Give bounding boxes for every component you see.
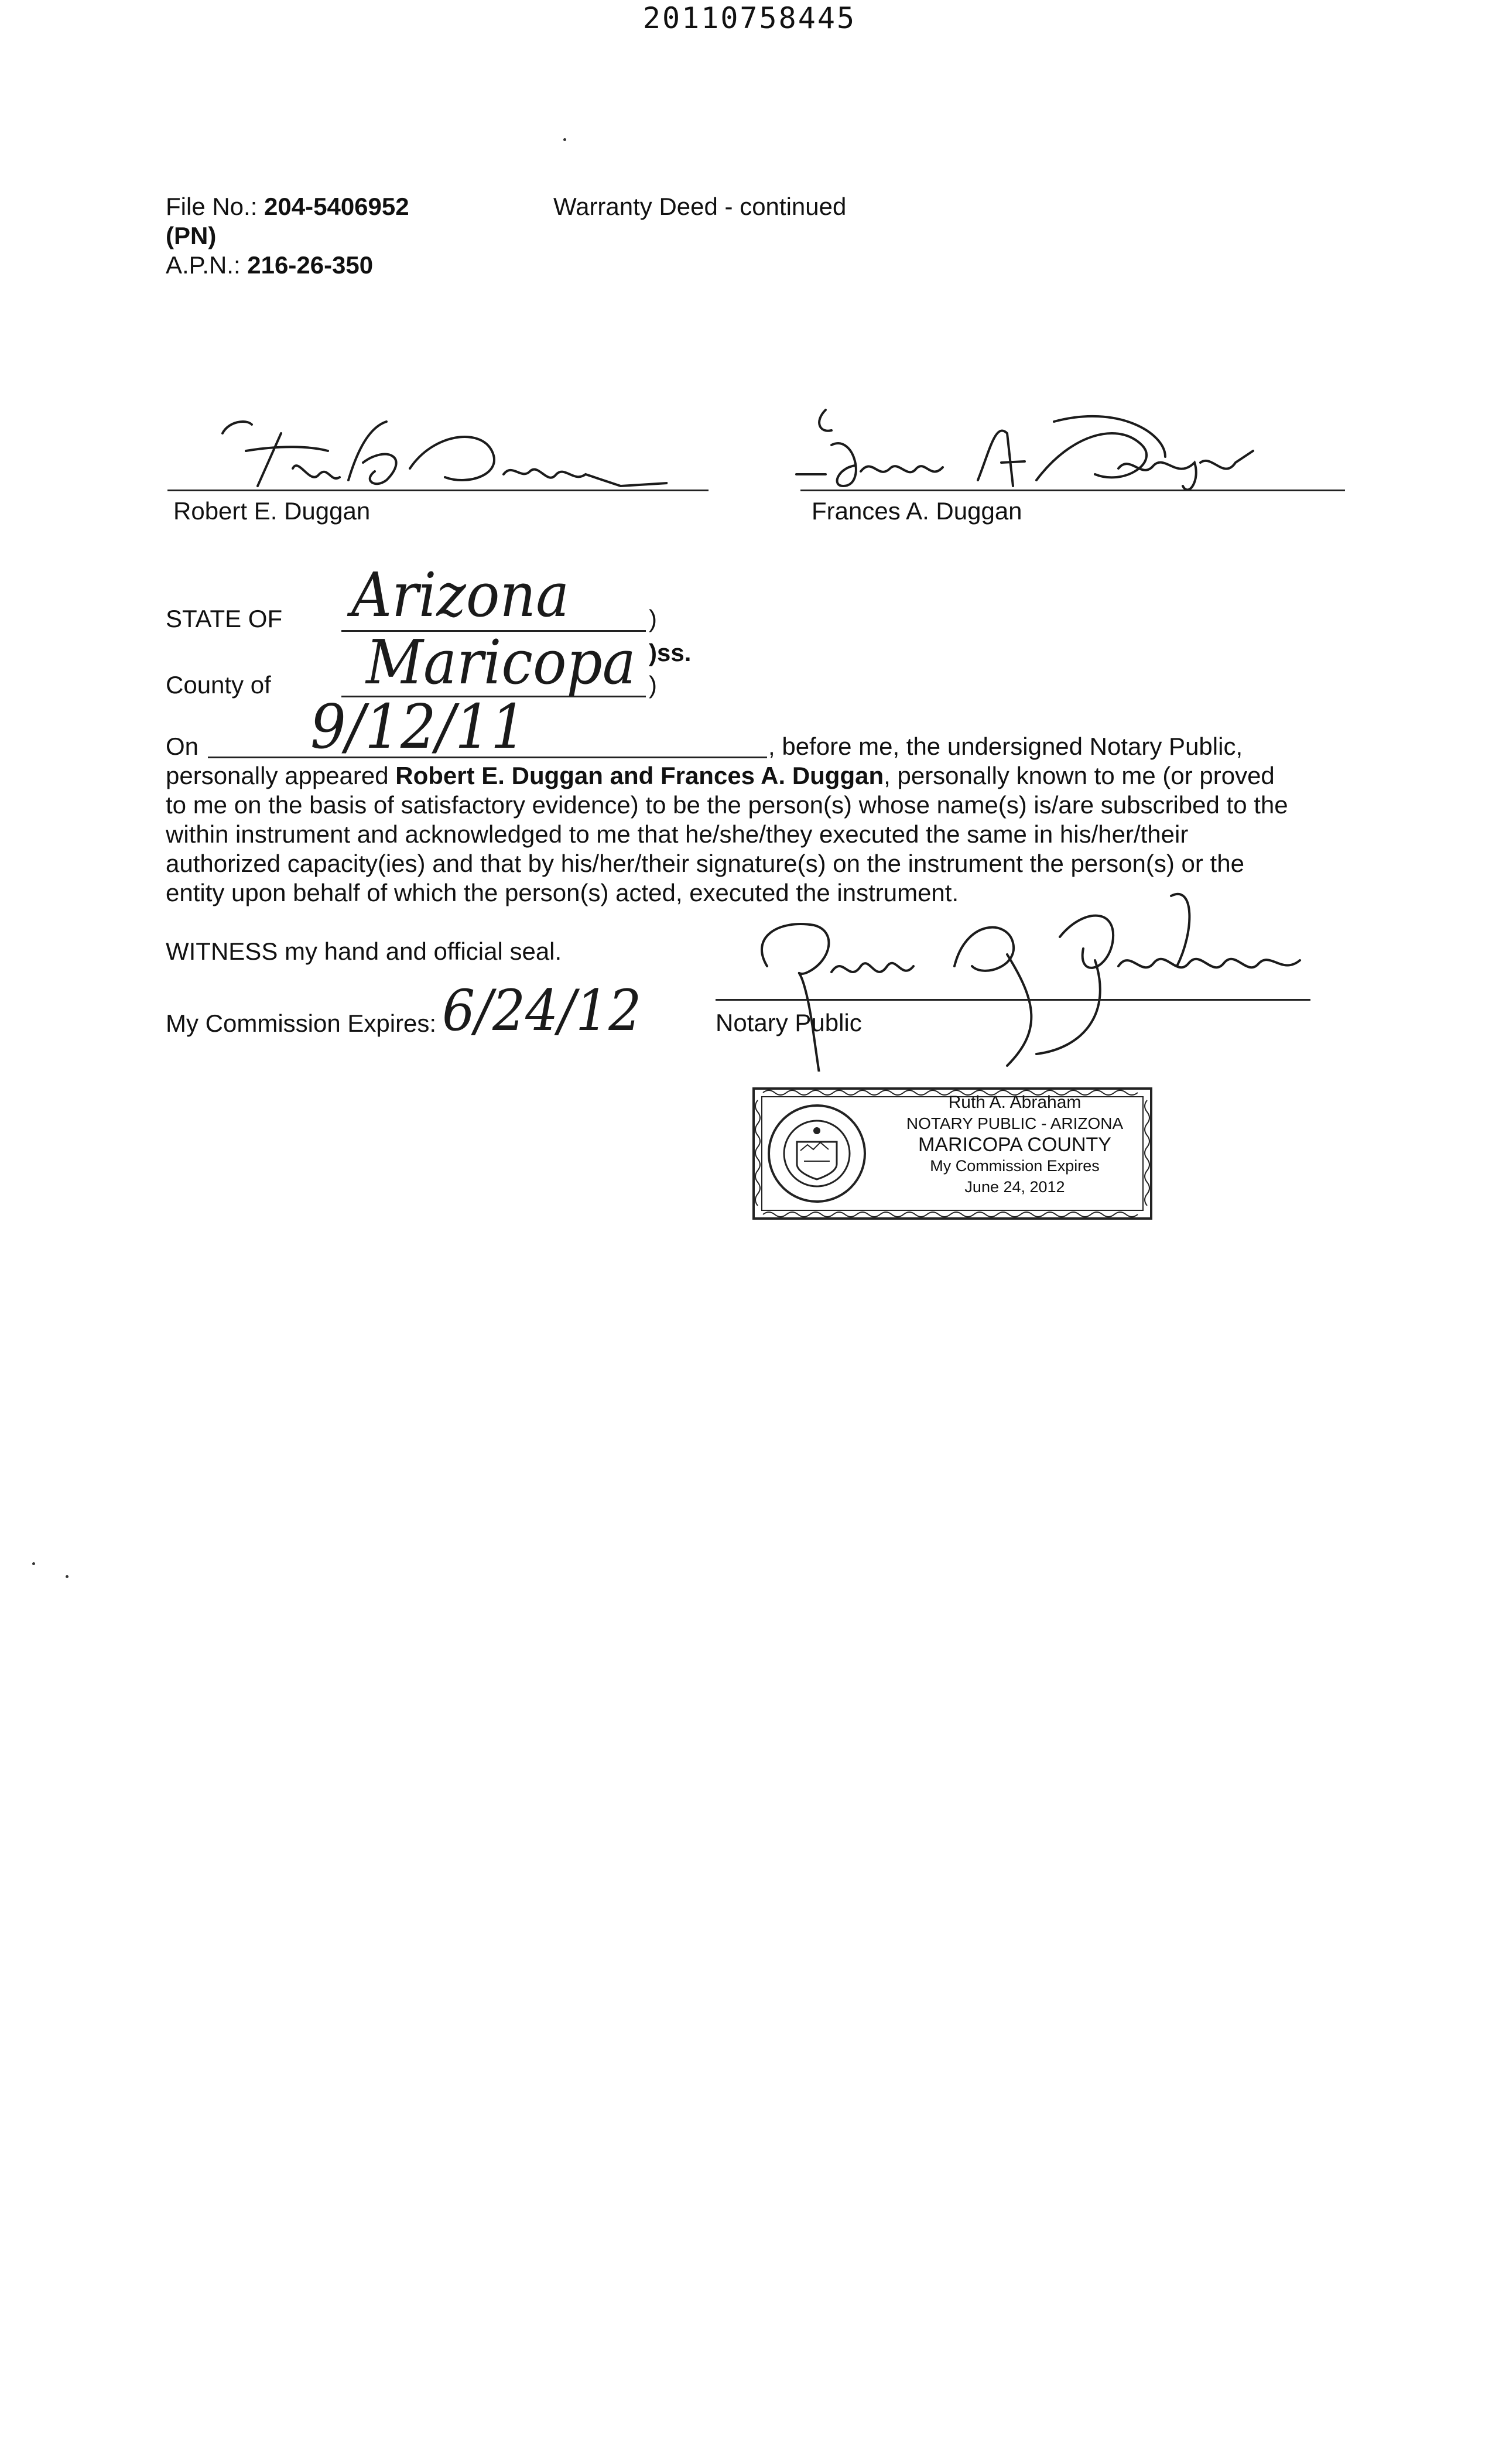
notary-stamp (751, 1086, 1154, 1221)
ack-line1-rest: , before me, the undersigned Notary Public, (768, 733, 1243, 760)
stamp-expires-date: June 24, 2012 (964, 1178, 1065, 1196)
state-value: Arizona (351, 559, 570, 631)
county-paren: ) (649, 671, 657, 699)
grantor2-signature-line (800, 490, 1345, 491)
stamp-expires-label: My Commission Expires (930, 1157, 1100, 1175)
ack-line2-suffix: , personally known to me (or proved (884, 762, 1275, 789)
commission-date: 6/24/12 (442, 978, 642, 1043)
pn-label: (PN) (166, 222, 217, 249)
stamp-title: NOTARY PUBLIC - ARIZONA (906, 1114, 1124, 1132)
recording-number: 20110758445 (642, 1, 857, 35)
witness-text: WITNESS my hand and official seal. (166, 937, 562, 965)
ack-date: 9/12/11 (310, 691, 526, 762)
stamp-notary-name: Ruth A. Abraham (948, 1093, 1082, 1112)
scan-speck (32, 1562, 35, 1565)
grantor1-signature (211, 410, 668, 498)
county-value: Maricopa (366, 627, 636, 698)
state-paren: ) (649, 605, 657, 632)
apn-label: A.P.N.: (166, 251, 241, 279)
stamp-county: MARICOPA COUNTY (918, 1134, 1111, 1156)
apn (166, 251, 373, 280)
file-number (166, 192, 409, 221)
stamp-text (886, 1092, 1144, 1197)
date-line (208, 757, 767, 758)
ack-body: to me on the basis of satisfactory evidence) to be the person(s) whose name(s) is/are subscribed to the within instrument and acknowledged to me that he/she/they executed the same in his/her/their authorized capacity(ies) and that by his/her/their signature(s) on the instrument the person(s) or the entity upon behalf of which the person(s) acted, executed the instrument. (166, 791, 1288, 906)
file-no-label: File No.: (166, 193, 258, 220)
notary-public-label: Notary Public (716, 1009, 862, 1036)
commission-label: My Commission Expires: (166, 1009, 437, 1037)
arizona-seal-icon (769, 1106, 865, 1202)
notary-signature (732, 884, 1317, 1072)
ss-marker: )ss. (649, 639, 692, 666)
scan-speck (563, 138, 566, 141)
grantor2-name: Frances A. Duggan (812, 497, 1022, 525)
grantor1-name: Robert E. Duggan (173, 497, 371, 525)
ack-line2-prefix: personally appeared (166, 762, 396, 789)
scan-speck (66, 1575, 69, 1578)
county-label: County of (166, 671, 271, 699)
deed-title: Warranty Deed - continued (553, 193, 847, 220)
state-label: STATE OF (166, 605, 283, 632)
file-no-value: 204-5406952 (264, 193, 409, 220)
ack-signer-names: Robert E. Duggan and Frances A. Duggan (395, 762, 884, 789)
on-label: On (166, 733, 199, 760)
ack-line2 (166, 761, 1275, 790)
notary-signature-line (716, 999, 1310, 1001)
grantor1-signature-line (167, 490, 709, 491)
apn-value: 216-26-350 (247, 251, 374, 279)
